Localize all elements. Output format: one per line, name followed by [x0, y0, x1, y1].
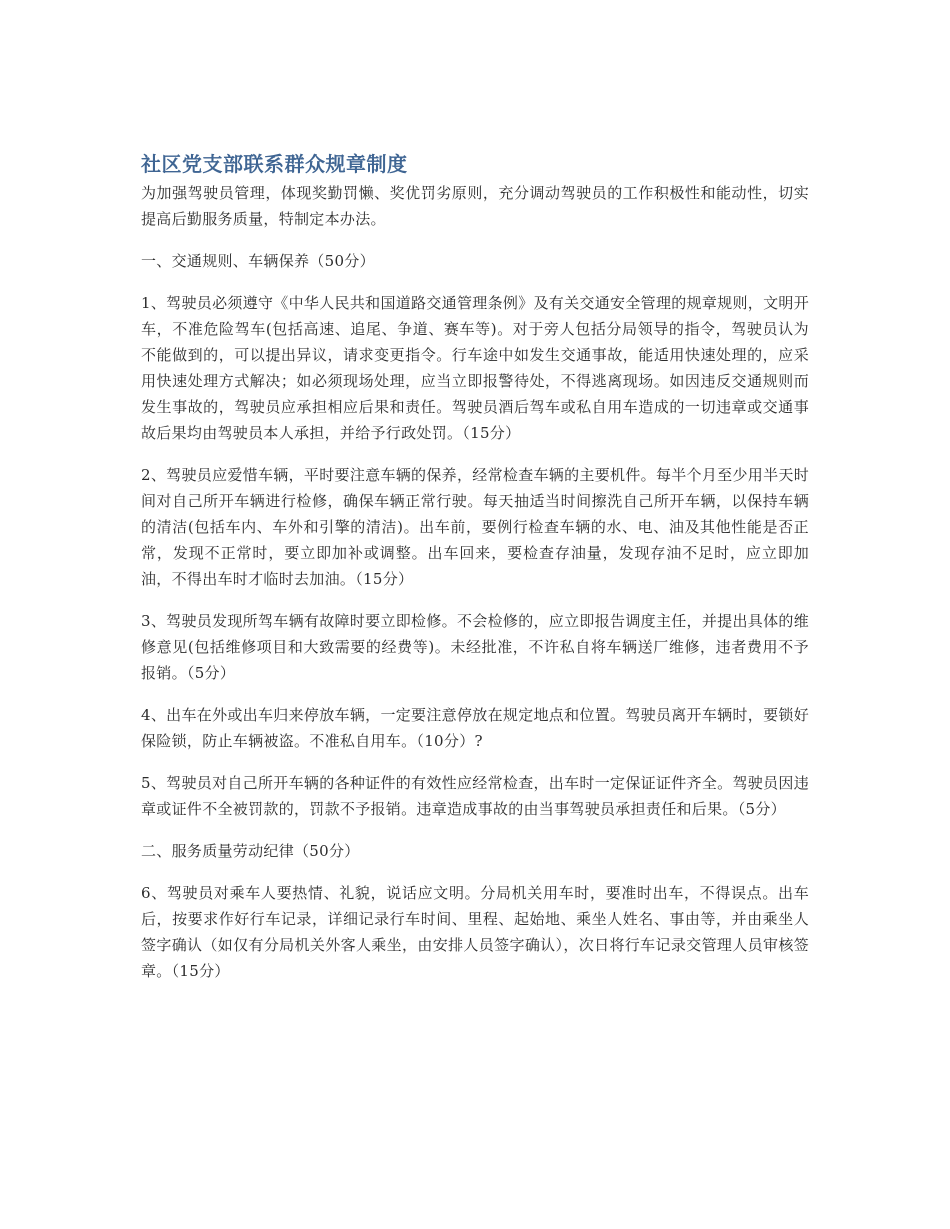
rule-paragraph-5: 5、驾驶员对自己所开车辆的各种证件的有效性应经常检查，出车时一定保证证件齐全。驾驶员因违章或证件不全被罚款的，罚款不予报销。违章造成事故的由当事驾驶员承担责任和后果。（5分）	[141, 774, 809, 818]
rule-paragraph-3: 3、驾驶员发现所驾车辆有故障时要立即检修。不会检修的，应立即报告调度主任，并提出具体的维修意见(包括维修项目和大致需要的经费等)。未经批准，不许私自将车辆送厂维修，违者费用不予报销。（5分）	[141, 612, 809, 682]
rule-paragraph-6: 6、驾驶员对乘车人要热情、礼貌，说话应文明。分局机关用车时，要准时出车，不得误点。出车后，按要求作好行车记录，详细记录行车时间、里程、起始地、乘坐人姓名、事由等，并由乘坐人签字确认（如仅有分局机关外客人乘坐，由安排人员签字确认），次日将行车记录交管理人员审核签章。（15分）	[141, 884, 809, 980]
section-heading-traffic: 一、交通规则、车辆保养（50分）	[141, 252, 375, 270]
document-page	[141, 150, 809, 1000]
document-title: 社区党支部联系群众规章制度	[141, 152, 408, 176]
rule-paragraph-1: 1、驾驶员必须遵守《中华人民共和国道路交通管理条例》及有关交通安全管理的规章规则，文明开车，不准危险驾车(包括高速、追尾、争道、赛车等)。对于旁人包括分局领导的指令，驾驶员认为不能做到的，可以提出异议，请求变更指令。行车途中如发生交通事故，能适用快速处理的，应采用快速处理方式解决；如必须现场处理，应当立即报警待处，不得逃离现场。如因违反交通规则而发生事故的，驾驶员应承担相应后果和责任。驾驶员酒后驾车或私自用车造成的一切违章或交通事故后果均由驾驶员本人承担，并给予行政处罚。（15分）	[141, 294, 809, 442]
rule-paragraph-4: 4、出车在外或出车归来停放车辆，一定要注意停放在规定地点和位置。驾驶员离开车辆时，要锁好保险锁，防止车辆被盗。不准私自用车。（10分）?	[141, 706, 809, 750]
section-heading-service: 二、服务质量劳动纪律（50分）	[141, 842, 360, 860]
intro-paragraph: 为加强驾驶员管理，体现奖勤罚懒、奖优罚劣原则，充分调动驾驶员的工作积极性和能动性，切实提高后勤服务质量，特制定本办法。	[141, 184, 809, 228]
rule-paragraph-2: 2、驾驶员应爱惜车辆，平时要注意车辆的保养，经常检查车辆的主要机件。每半个月至少用半天时间对自己所开车辆进行检修，确保车辆正常行驶。每天抽适当时间擦洗自己所开车辆，以保持车辆的清洁(包括车内、车外和引擎的清洁)。出车前，要例行检查车辆的水、电、油及其他性能是否正常，发现不正常时，要立即加补或调整。出车回来，要检查存油量，发现存油不足时，应立即加油，不得出车时才临时去加油。（15分）	[141, 466, 809, 588]
